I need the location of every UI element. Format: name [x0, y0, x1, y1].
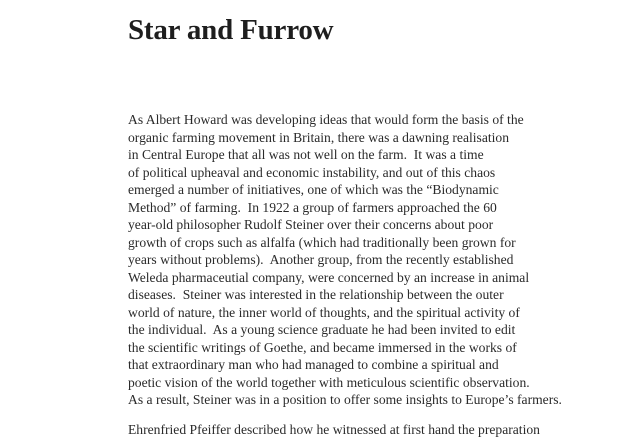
text-line: Weleda pharmaceutial company, were concerned by an increase in animal: [128, 269, 530, 285]
paragraph-2: [128, 421, 540, 439]
text-line: Method” of farming. In 1922 a group of farmers approached the 60: [128, 199, 497, 215]
text-line: Ehrenfried Pfeiffer described how he witnessed at first hand the preparation: [128, 422, 540, 437]
text-line: in Central Europe that all was not well on the farm. It was a time: [128, 147, 484, 162]
text-line: world of nature, the inner world of thoughts, and the spiritual activity of: [128, 304, 520, 320]
text-line: emerged a number of initiatives, one of which was the “Biodynamic: [128, 182, 499, 197]
text-line: the individual. As a young science graduate he had been invited to edit: [128, 322, 516, 337]
text-line: year-old philosopher Rudolf Steiner over their concerns about poor: [128, 217, 494, 232]
text-line: that extraordinary man who had managed to combine a spiritual and: [128, 357, 499, 372]
text-line: growth of crops such as alfalfa (which had traditionally been grown for: [128, 234, 516, 250]
text-line: years without problems). Another group, from the recently established: [128, 252, 514, 267]
text-line: of political upheaval and economic instability, and out of this chaos: [128, 164, 496, 180]
text-line: As Albert Howard was developing ideas that would form the basis of the: [128, 112, 524, 127]
paragraph-1: [128, 111, 562, 409]
text-line: As a result, Steiner was in a position to offer some insights to Europe’s farmers.: [128, 392, 562, 407]
page-title: Star and Furrow: [128, 14, 334, 46]
text-line: poetic vision of the world together with meticulous scientific observation.: [128, 374, 530, 390]
text-line: the scientific writings of Goethe, and became immersed in the works of: [128, 339, 517, 355]
text-line: diseases. Steiner was interested in the relationship between the outer: [128, 287, 504, 302]
text-line: organic farming movement in Britain, there was a dawning realisation: [128, 129, 510, 145]
